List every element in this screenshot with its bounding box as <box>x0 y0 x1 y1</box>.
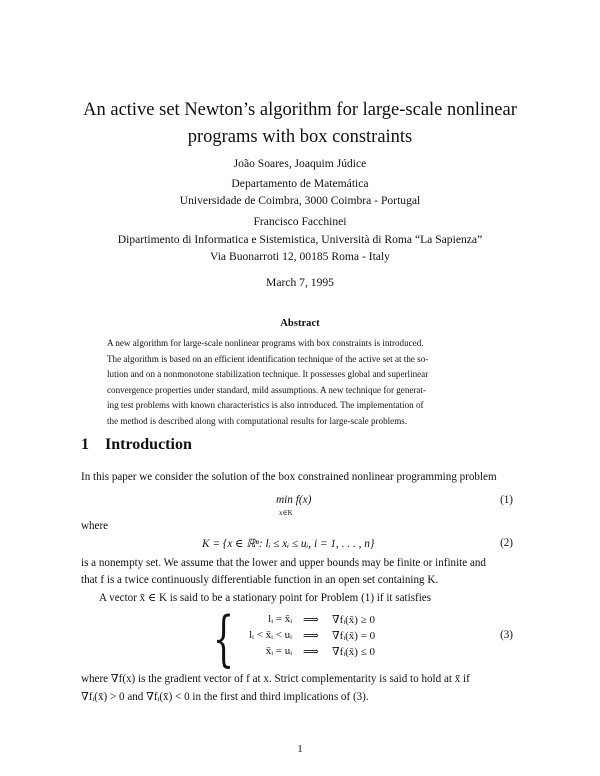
condition-left: lᵢ < x̄ᵢ < uᵢ <box>249 629 292 641</box>
abstract-heading: Abstract <box>280 318 320 329</box>
implies-arrow: ⟹ <box>303 646 319 658</box>
equation-2-number: (2) <box>500 537 513 549</box>
body-paragraph-2b: that f is a twice continuously differentiable function in an open set containing K. <box>81 574 439 586</box>
author-department: Departamento de Matemática <box>231 177 369 190</box>
condition-row <box>220 613 420 630</box>
equation-2 <box>202 537 374 550</box>
paper-date: March 7, 1995 <box>266 276 334 289</box>
section-title: Introduction <box>105 436 192 453</box>
condition-right: ∇fᵢ(x̄) ≥ 0 <box>332 614 376 626</box>
section-heading <box>81 436 192 454</box>
implies-arrow: ⟹ <box>303 630 319 642</box>
equation-1-number: (1) <box>500 494 513 506</box>
abstract-line: A new algorithm for large-scale nonlinear programs with box constraints is introduced. <box>107 338 424 348</box>
body-paragraph-2a: is a nonempty set. We assume that the lower and upper bounds may be finite or infinite and <box>81 557 486 569</box>
paper-title <box>0 97 600 151</box>
equation-1-subscript: x∈K <box>279 509 293 517</box>
author-name-2: Francisco Facchinei <box>253 215 347 228</box>
body-paragraph-3: A vector x̄ ∈ K is said to be a stationary point for Problem (1) if it satisfies <box>99 592 432 604</box>
title-line-1: An active set Newton’s algorithm for large-scale nonlinear <box>83 100 517 120</box>
equation-1-text: min f(x) <box>276 494 312 506</box>
equation-1 <box>276 494 311 506</box>
body-paragraph-4b: ∇fᵢ(x̄) > 0 and ∇fᵢ(x̄) < 0 in the first and third implications of (3). <box>81 691 369 703</box>
page-number: 1 <box>297 743 303 755</box>
abstract-line: ing test problems with known characteristics is also introduced. The implementation of <box>107 400 424 410</box>
condition-row <box>220 629 420 646</box>
abstract-line: the method is described along with computational results for large-scale problems. <box>107 415 408 426</box>
section-number: 1 <box>81 436 89 453</box>
equation-3-number: (3) <box>500 629 513 641</box>
body-paragraph-1: In this paper we consider the solution of the box constrained nonlinear programming problem <box>81 471 497 483</box>
body-paragraph-4a: where ∇f(x) is the gradient vector of f at x. Strict complementarity is said to hold at x̄ if <box>81 673 470 685</box>
author-names: João Soares, Joaquim Júdice <box>233 157 367 170</box>
author-department-2: Dipartimento di Informatica e Sistemistica, Università di Roma “La Sapienza” <box>117 233 483 246</box>
condition-left: lᵢ = x̄ᵢ <box>268 613 292 625</box>
author-address-2: Via Buonarroti 12, 00185 Roma - Italy <box>210 250 390 263</box>
title-line-2: programs with box constraints <box>187 127 413 147</box>
condition-row <box>220 645 420 662</box>
implies-arrow: ⟹ <box>303 614 319 626</box>
equation-2-text: K = {x ∈ ℝⁿ: lᵢ ≤ xᵢ ≤ uᵢ, i = 1, . . . , n} <box>202 538 375 550</box>
abstract-line: The algorithm is based on an efficient identification technique of the active set at the so- <box>107 353 429 364</box>
abstract-body <box>107 336 493 429</box>
left-brace: { <box>213 604 235 674</box>
abstract-line: convergence properties under standard, mild assumptions. A new technique for generat- <box>107 384 427 395</box>
condition-left: x̄ᵢ = uᵢ <box>265 645 292 657</box>
author-university: Universidade de Coimbra, 3000 Coimbra - Portugal <box>179 194 421 207</box>
condition-right: ∇fᵢ(x̄) = 0 <box>332 630 376 642</box>
condition-right: ∇fᵢ(x̄) ≤ 0 <box>332 646 376 658</box>
abstract-line: lution and on a nonmonotone stabilization technique. It possesses global and superlinear <box>107 369 429 379</box>
where-text: where <box>81 520 109 532</box>
